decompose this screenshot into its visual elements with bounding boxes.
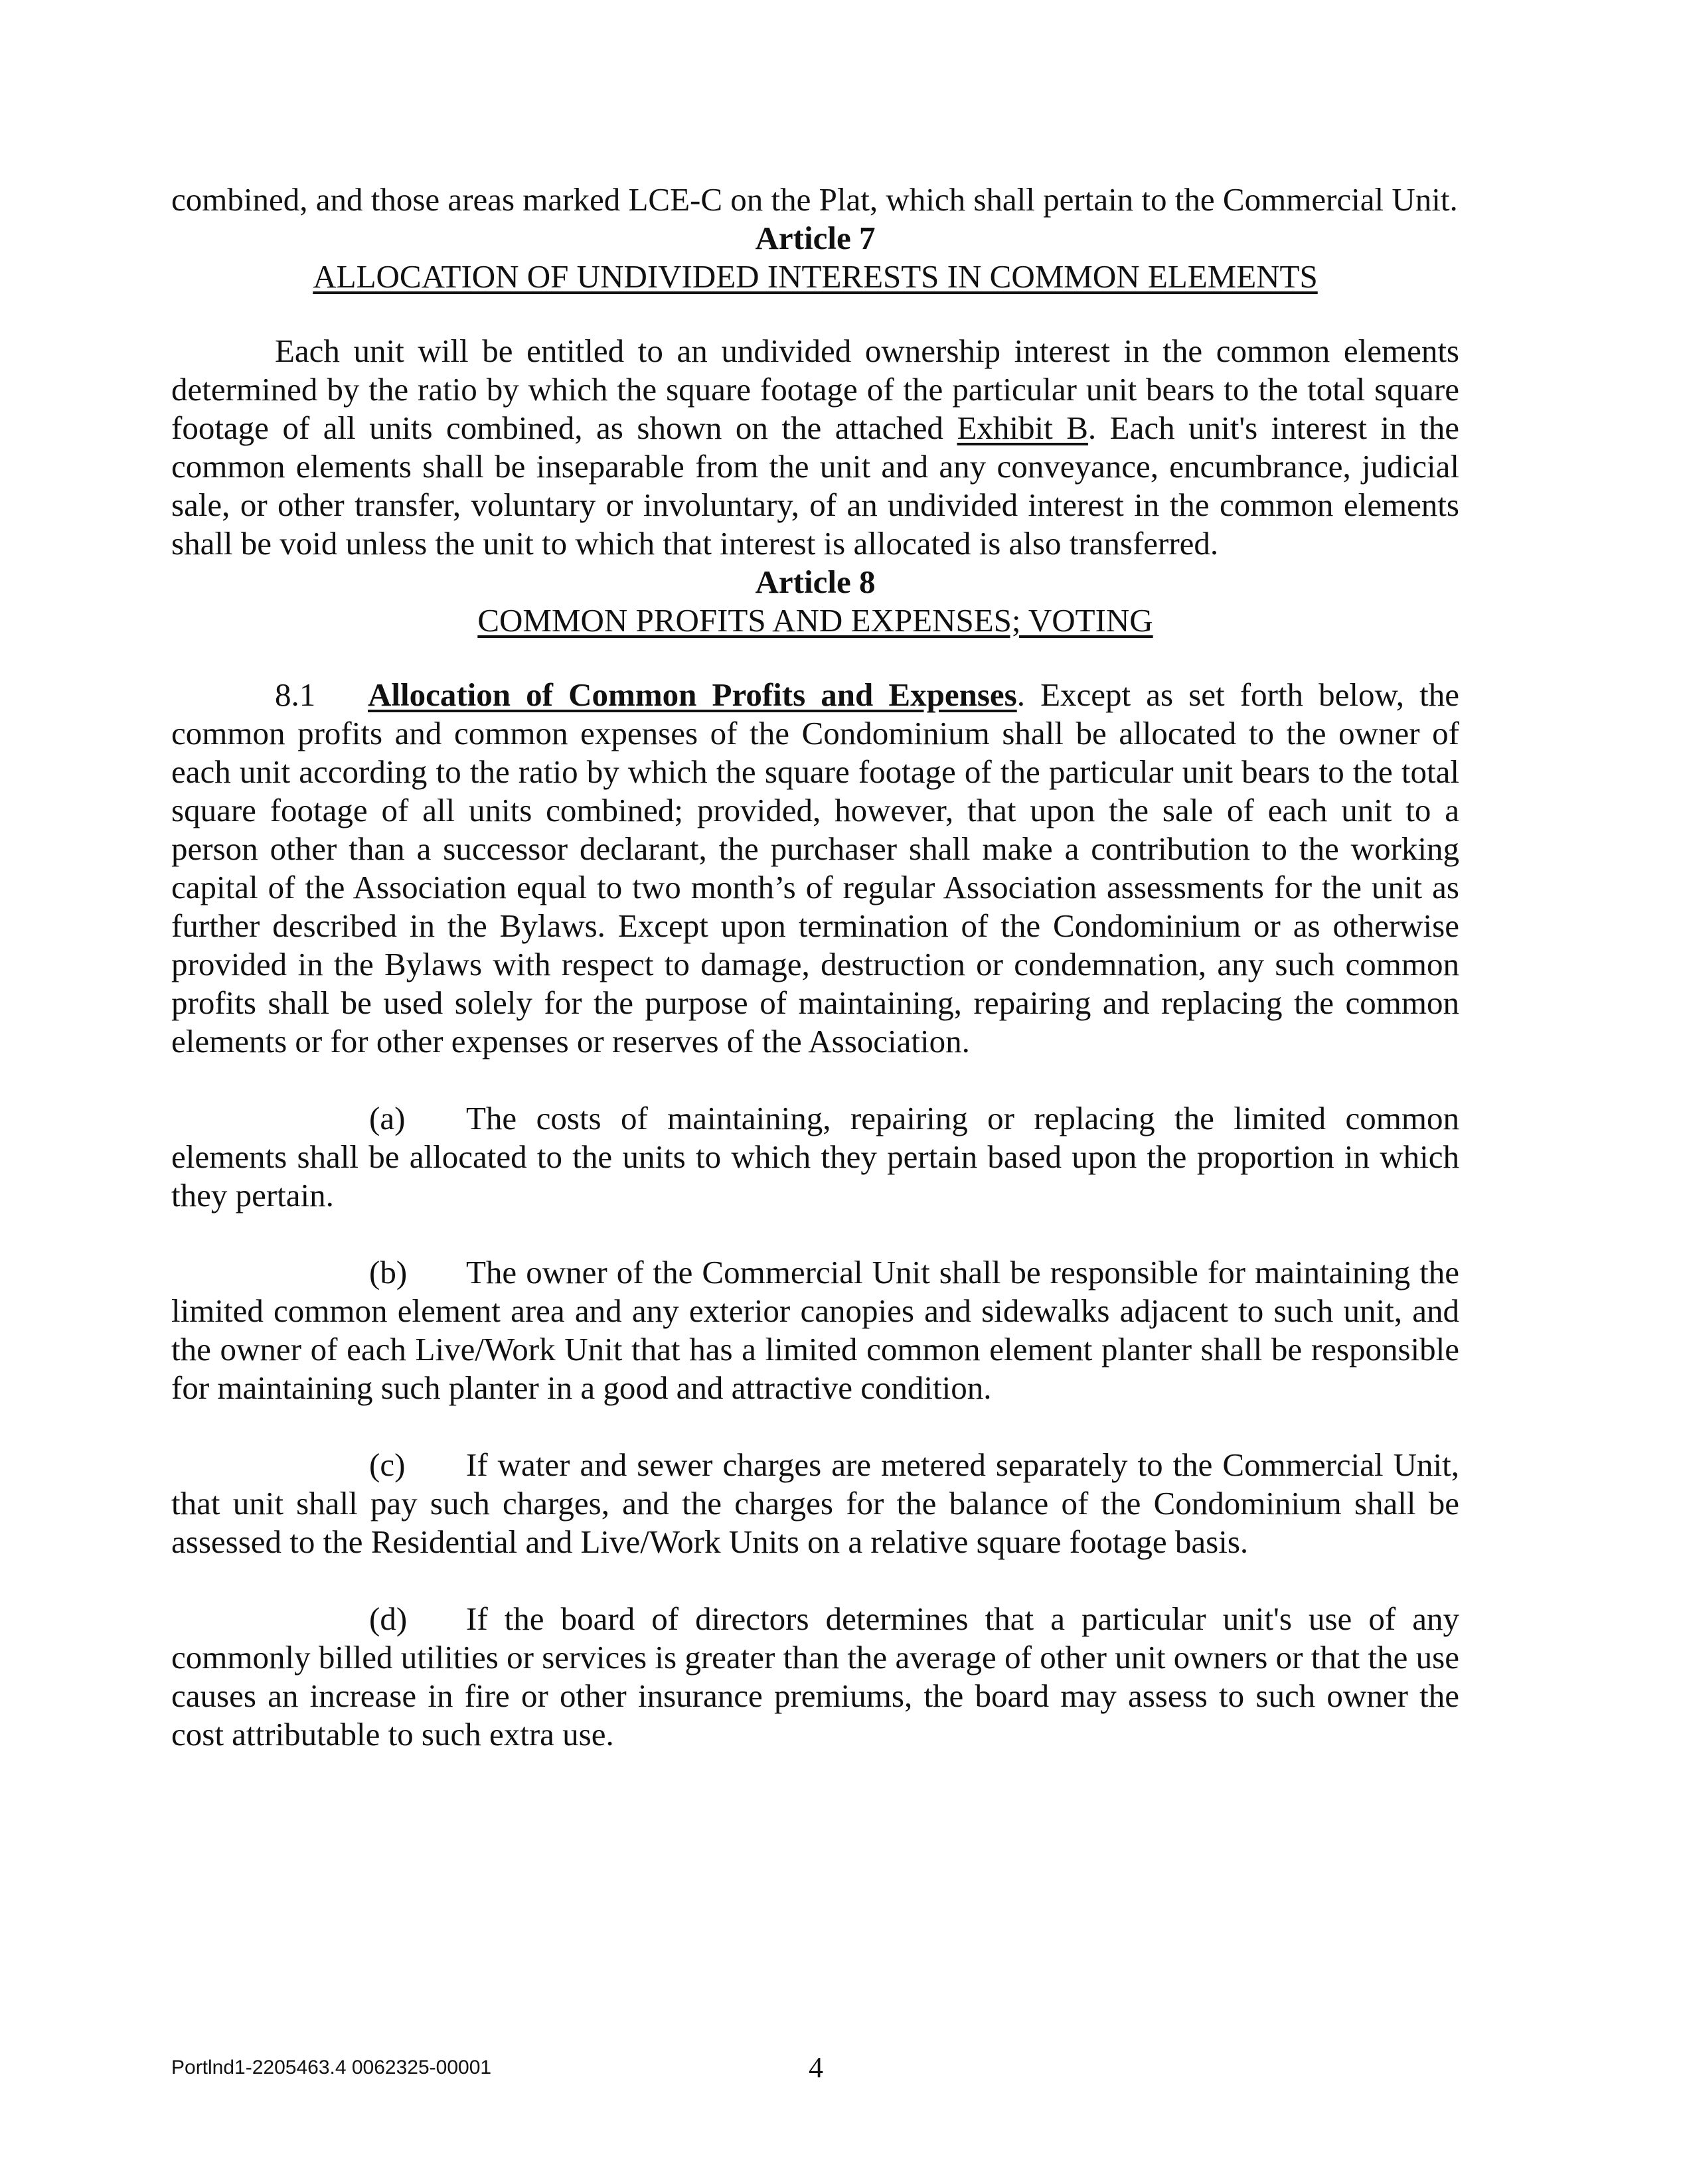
subsection-d [171, 1600, 1459, 1754]
intro-paragraph: combined, and those areas marked LCE-C on the Plat, which shall pertain to the Commercial Unit. [171, 181, 1458, 218]
footer-page-number: 4 [809, 2051, 823, 2084]
article-7-text-before: Each unit will be entitled to an undivided ownership interest in the common elements determined by the ratio by which the square footage of the particular unit bears to the total square footage of all units combined, as shown on the attached [171, 333, 1459, 446]
subsection-a-label: (a) [369, 1100, 406, 1136]
subsection-b-text: The owner of the Commercial Unit shall be responsible for maintaining the limited common element area and any exterior canopies and sidewalks adjacent to such unit, and the owner of each Live/Work Unit that has a limited common element planter shall be responsible for maintaining such planter in a good and attractive condition. [171, 1254, 1459, 1406]
subsection-d-label: (d) [369, 1600, 408, 1637]
article-7-label: Article 7 [755, 220, 876, 256]
subsection-b-label: (b) [369, 1254, 408, 1290]
exhibit-b-reference: Exhibit B [957, 410, 1088, 446]
article-7-text-after: . Each unit's interest in the common elements shall be inseparable from the unit and any conveyance, encumbrance, judicial sale, or other transfer, voluntary or involuntary, of an undivided interest in the common elements shall be void unless the unit to which that interest is allocated is also transferred. [171, 410, 1459, 562]
subsection-d-text: If the board of directors determines that a particular unit's use of any commonly billed utilities or services is greater than the average of other unit owners or that the use causes an increase in fire or other insurance premiums, the board may assess to such owner the cost attributable to such extra use. [171, 1600, 1459, 1753]
subsection-b [171, 1253, 1459, 1407]
section-8-1-number: 8.1 [275, 676, 316, 713]
section-8-1-paragraph [171, 676, 1459, 1061]
subsection-c-label: (c) [369, 1446, 406, 1483]
section-8-1-text: . Except as set forth below, the common profits and common expenses of the Condominium shall be allocated to the owner of each unit according to the ratio by which the square footage of the particular unit bears to the total square footage of all units combined; provided, however, that upon the sale of each unit to a person other than a successor declarant, the purchaser shall make a contribution to the working capital of the Association equal to two month’s of regular Association assessments for the unit as further described in the Bylaws. Except upon termination of the Condominium or as otherwise provided in the Bylaws with respect to damage, destruction or condemnation, any such common profits shall be used solely for the purpose of maintaining, repairing and replacing the common elements or for other expenses or reserves of the Association. [171, 676, 1459, 1059]
article-7-paragraph [171, 332, 1459, 563]
subsection-c-text: If water and sewer charges are metered separately to the Commercial Unit, that unit shall pay such charges, and the charges for the balance of the Condominium shall be assessed to the Residential and Live/Work Units on a relative square footage basis. [171, 1446, 1459, 1560]
subsection-c [171, 1446, 1459, 1561]
article-8-title: COMMON PROFITS AND EXPENSES; VOTING [477, 602, 1153, 639]
article-8-label: Article 8 [755, 564, 876, 600]
subsection-a-text: The costs of maintaining, repairing or replacing the limited common elements shall be allocated to the units to which they pertain based upon the proportion in which they pertain. [171, 1100, 1459, 1213]
subsection-a [171, 1099, 1459, 1215]
section-8-1-heading: Allocation of Common Profits and Expenses [368, 676, 1017, 713]
document-body [171, 181, 1459, 1754]
footer-document-id: Portlnd1-2205463.4 0062325-00001 [171, 2057, 492, 2078]
article-7-title: ALLOCATION OF UNDIVIDED INTERESTS IN COMMON ELEMENTS [313, 258, 1318, 295]
